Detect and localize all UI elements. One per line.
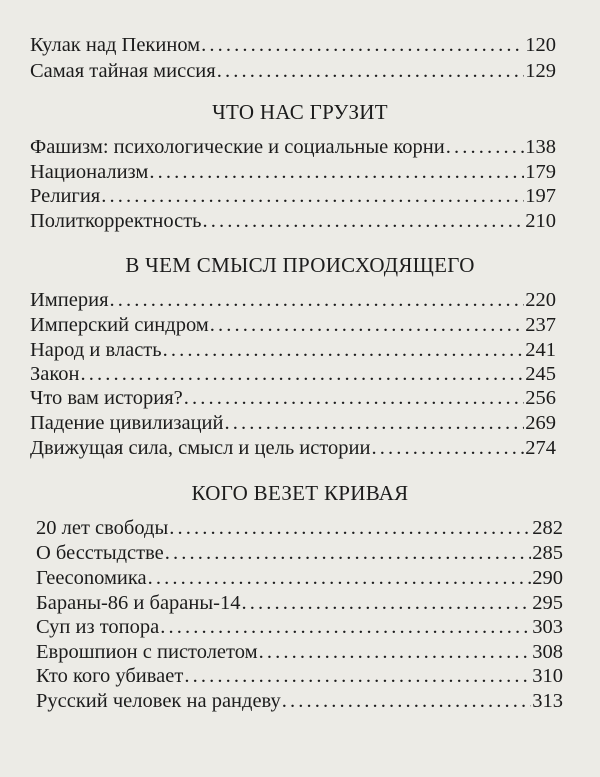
leader-dots (259, 640, 532, 664)
toc-entry-title: Движущая сила, смысл и цель истории (30, 437, 371, 459)
toc-entry-page: 210 (525, 210, 556, 232)
leader-dots (149, 160, 524, 184)
toc-entry-title: Геeconомика (36, 567, 147, 589)
toc-entry (30, 33, 556, 57)
toc-entry (30, 209, 556, 233)
toc-entry (30, 313, 556, 337)
toc-entry-title: Русский человек на рандеву (36, 690, 281, 712)
toc-entry-title: Народ и власть (30, 339, 162, 361)
toc-entry-page: 303 (532, 616, 563, 638)
leader-dots (210, 313, 524, 337)
toc-entry (30, 362, 556, 386)
toc-entry-title: Имперский синдром (30, 314, 209, 336)
toc-entry (30, 338, 556, 362)
toc-entry-page: 282 (532, 517, 563, 539)
toc-entry (36, 566, 563, 590)
toc-entry-page: 313 (532, 690, 563, 712)
leader-dots (110, 288, 525, 312)
toc-entry-title: О бесстыдстве (36, 542, 164, 564)
toc-entry-page: 241 (525, 339, 556, 361)
section-heading: КОГО ВЕЗЕТ КРИВАЯ (191, 481, 409, 505)
toc-entry-page: 269 (525, 412, 556, 434)
toc-entry (36, 664, 563, 688)
toc-entry (36, 591, 563, 615)
toc-entry (30, 160, 556, 184)
toc-entry-title: Закон (30, 363, 80, 385)
toc-entry-page: 129 (525, 60, 556, 82)
toc-entry-page: 308 (532, 641, 563, 663)
leader-dots (169, 516, 531, 540)
toc-entry (30, 411, 556, 435)
toc-entry-title: Политкорректность (30, 210, 202, 232)
section-heading: В ЧЕМ СМЫСЛ ПРОИСХОДЯЩЕГО (125, 253, 475, 277)
leader-dots (225, 411, 525, 435)
leader-dots (184, 386, 525, 410)
toc-entry-page: 179 (525, 161, 556, 183)
toc-entry-page: 295 (532, 592, 563, 614)
leader-dots (203, 209, 525, 233)
leader-dots (282, 689, 531, 713)
leader-dots (184, 664, 531, 688)
toc-entry-title: Кто кого убивает (36, 665, 184, 687)
leader-dots (148, 566, 532, 590)
toc-entry-page: 237 (525, 314, 556, 336)
toc-entry-title: Национализм (30, 161, 149, 183)
toc-entry-title: Самая тайная миссия (30, 60, 216, 82)
toc-entry-title: 20 лет свободы (36, 517, 169, 539)
toc-entry-page: 245 (525, 363, 556, 385)
leader-dots (160, 615, 531, 639)
toc-entry-title: Кулак над Пекином (30, 34, 201, 56)
toc-entry-title: Что вам история? (30, 387, 183, 409)
leader-dots (163, 338, 525, 362)
leader-dots (217, 59, 525, 83)
toc-entry-title: Религия (30, 185, 101, 207)
toc-entry-page: 197 (525, 185, 556, 207)
toc-entry-title: Падение цивилизаций (30, 412, 224, 434)
toc-entry-title: Империя (30, 289, 109, 311)
toc-entry (30, 184, 556, 208)
toc-entry (36, 689, 563, 713)
leader-dots (101, 184, 524, 208)
leader-dots (201, 33, 524, 57)
toc-entry (36, 640, 563, 664)
toc-entry-title: Бараны-86 и бараны-14 (36, 592, 241, 614)
toc-entry-title: Фашизм: психологические и социальные корни (30, 136, 445, 158)
leader-dots (241, 591, 531, 615)
toc-entry-page: 274 (525, 437, 556, 459)
toc-entry-title: Суп из топора (36, 616, 160, 638)
toc-entry-page: 285 (532, 542, 563, 564)
toc-entry-title: Еврошпион с пистолетом (36, 641, 258, 663)
toc-entry-page: 120 (525, 34, 556, 56)
section-heading: ЧТО НАС ГРУЗИТ (212, 100, 388, 124)
toc-entry-page: 220 (525, 289, 556, 311)
toc-entry (36, 516, 563, 540)
toc-entry (36, 541, 563, 565)
leader-dots (446, 135, 525, 159)
toc-entry (36, 615, 563, 639)
leader-dots (372, 436, 525, 460)
toc-entry (30, 135, 556, 159)
toc-entry-page: 290 (532, 567, 563, 589)
toc-entry (30, 386, 556, 410)
toc-entry-page: 310 (532, 665, 563, 687)
toc-entry (30, 59, 556, 83)
leader-dots (165, 541, 531, 565)
toc-entry-page: 256 (525, 387, 556, 409)
toc-entry (30, 288, 556, 312)
toc-entry (30, 436, 556, 460)
leader-dots (81, 362, 525, 386)
toc-entry-page: 138 (525, 136, 556, 158)
